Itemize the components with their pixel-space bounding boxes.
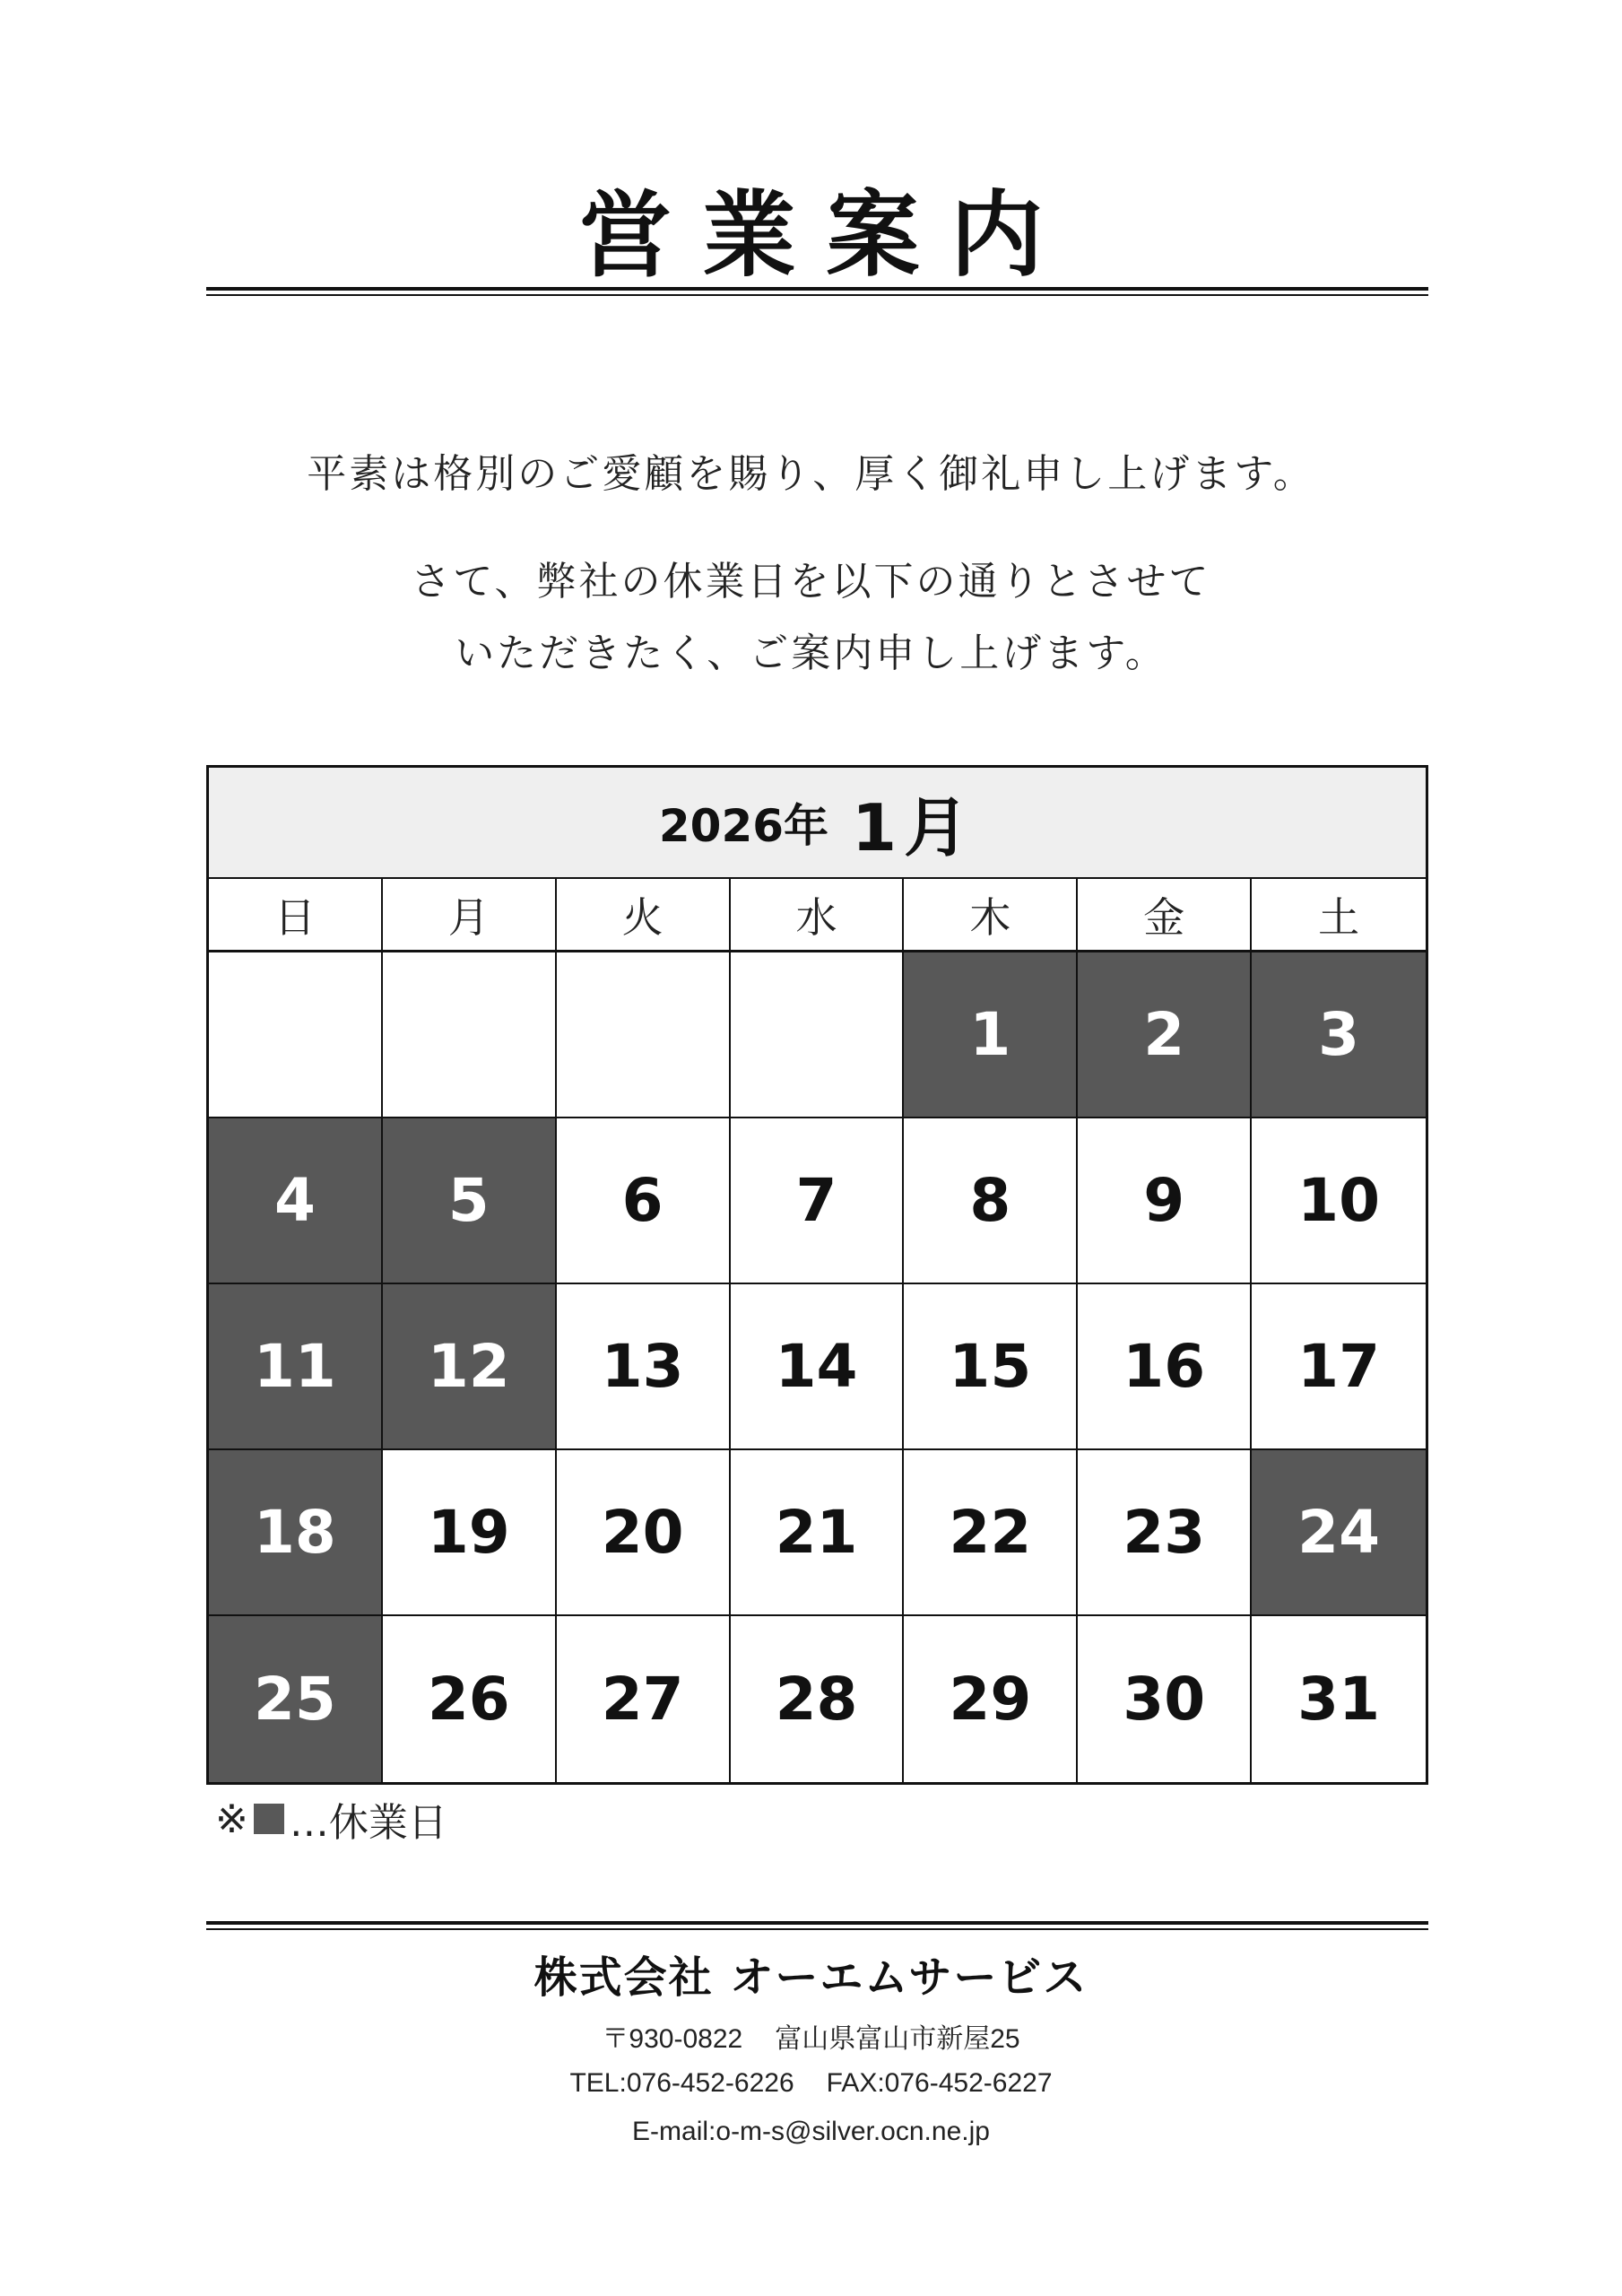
calendar-day-empty	[731, 952, 905, 1118]
calendar-day-27: 27	[557, 1616, 731, 1782]
calendar-day-19: 19	[383, 1450, 557, 1616]
weekday-tue: 火	[557, 879, 731, 950]
calendar-day-6: 6	[557, 1118, 731, 1284]
email-line: E-mail:o-m-s@silver.ocn.ne.jp	[632, 2117, 990, 2146]
calendar-day-7: 7	[731, 1118, 905, 1284]
calendar-day-28: 28	[731, 1616, 905, 1782]
calendar-day-31: 31	[1252, 1616, 1426, 1782]
postal-code: 〒930-0822	[602, 2024, 743, 2054]
calendar-day-22: 22	[904, 1450, 1078, 1616]
weekday-mon: 月	[383, 879, 557, 950]
calendar-day-empty	[209, 952, 383, 1118]
page-title: 営業案内	[578, 180, 1074, 290]
weekday-wed: 水	[731, 879, 905, 950]
calendar-day-14: 14	[731, 1284, 905, 1450]
fax: FAX:076-452-6227	[826, 2068, 1053, 2098]
calendar-day-4: 4	[209, 1118, 383, 1284]
greeting-text: 平素は格別のご愛顧を賜り、厚く御礼申し上げます。	[307, 451, 1315, 497]
calendar-day-1: 1	[904, 952, 1078, 1118]
calendar-day-empty	[383, 952, 557, 1118]
calendar-day-12: 12	[383, 1284, 557, 1450]
title-divider	[206, 287, 1428, 296]
legend-label: …休業日	[289, 1800, 447, 1846]
phone-line	[0, 2068, 1622, 2099]
calendar-year: 2026年	[658, 800, 829, 852]
calendar	[206, 765, 1428, 1785]
legend-mark: ※	[215, 1796, 248, 1842]
calendar-day-18: 18	[209, 1450, 383, 1616]
calendar-day-5: 5	[383, 1118, 557, 1284]
calendar-day-30: 30	[1078, 1616, 1252, 1782]
address-line	[0, 2016, 1622, 2056]
calendar-day-2: 2	[1078, 952, 1252, 1118]
weekday-sun: 日	[209, 879, 383, 950]
weekday-row	[209, 879, 1426, 952]
calendar-day-21: 21	[731, 1450, 905, 1616]
address: 富山県富山市新屋25	[775, 2024, 1020, 2054]
calendar-day-23: 23	[1078, 1450, 1252, 1616]
calendar-day-15: 15	[904, 1284, 1078, 1450]
calendar-day-11: 11	[209, 1284, 383, 1450]
closed-day-swatch	[254, 1804, 284, 1834]
footer-divider	[206, 1921, 1428, 1930]
company-name: 株式会社 オーエムサービス	[533, 1952, 1089, 2003]
calendar-day-17: 17	[1252, 1284, 1426, 1450]
calendar-month: 1月	[852, 790, 976, 865]
notice-text-line-2: いただきたく、ご案内申し上げます。	[455, 631, 1167, 676]
calendar-day-13: 13	[557, 1284, 731, 1450]
calendar-day-20: 20	[557, 1450, 731, 1616]
weekday-sat: 土	[1318, 892, 1360, 942]
calendar-day-26: 26	[383, 1616, 557, 1782]
calendar-day-9: 9	[1078, 1118, 1252, 1284]
notice-text-line-1: さて、弊社の休業日を以下の通りとさせて	[411, 559, 1211, 604]
legend	[215, 1790, 447, 1848]
weekday-fri: 金	[1078, 879, 1252, 950]
calendar-day-24: 24	[1252, 1450, 1426, 1616]
days-grid	[209, 952, 1426, 1782]
calendar-day-29: 29	[904, 1616, 1078, 1782]
calendar-header	[209, 768, 1426, 879]
calendar-day-empty	[557, 952, 731, 1118]
calendar-day-10: 10	[1252, 1118, 1426, 1284]
calendar-day-3: 3	[1252, 952, 1426, 1118]
weekday-thu: 木	[904, 879, 1078, 950]
calendar-day-16: 16	[1078, 1284, 1252, 1450]
calendar-day-25: 25	[209, 1616, 383, 1782]
telephone: TEL:076-452-6226	[569, 2068, 794, 2098]
calendar-day-8: 8	[904, 1118, 1078, 1284]
